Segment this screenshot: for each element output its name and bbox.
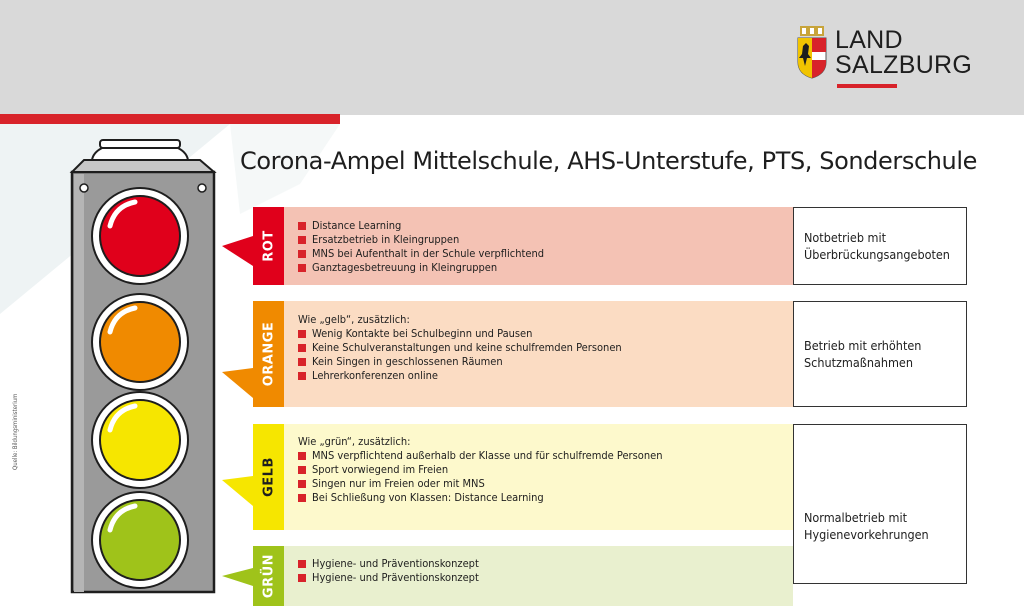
status-line-2: Überbrückungsangeboten [804, 247, 950, 262]
level-tab-red [253, 207, 284, 285]
level-label: GRÜN [261, 553, 276, 599]
level-row-red [253, 207, 793, 285]
list-item: Kein Singen in geschlossenen Räumen [298, 355, 793, 369]
status-box-yellow-green [793, 424, 967, 584]
list-item: Hygiene- und Präventionskonzept [298, 571, 793, 585]
orange-light [92, 294, 188, 390]
level-intro: Wie „grün“, zusätzlich: [298, 435, 411, 448]
list-item: Ersatzbetrieb in Kleingruppen [298, 233, 793, 247]
red-light [92, 188, 188, 284]
level-measures-yellow [284, 424, 793, 530]
status-line-2: Hygienevorkehrungen [804, 527, 929, 542]
list-item: Distance Learning [298, 219, 793, 233]
logo-underline [837, 84, 897, 88]
level-tab-yellow [253, 424, 284, 530]
list-item: Keine Schulveranstaltungen und keine schulfremden Personen [298, 341, 793, 355]
level-measures-orange [284, 301, 793, 407]
list-item: Lehrerkonferenzen online [298, 369, 793, 383]
status-box-orange [793, 301, 967, 407]
level-measures-green [284, 546, 793, 606]
traffic-light-illustration [0, 136, 230, 576]
status-line-1: Notbetrieb mit [804, 230, 887, 245]
status-line-2: Schutzmaßnahmen [804, 355, 913, 370]
list-item: Wenig Kontakte bei Schulbeginn und Pausen [298, 327, 793, 341]
page-title: Corona-Ampel Mittelschule, AHS-Unterstufe, PTS, Sonderschule [240, 147, 978, 175]
list-item: MNS bei Aufenthalt in der Schule verpflichtend [298, 247, 793, 261]
level-row-orange [253, 301, 793, 407]
source-credit: Quelle: Bildungsministerium [12, 393, 19, 470]
logo-line-1: LAND [835, 26, 903, 54]
level-label: ROT [261, 230, 276, 262]
logo-line-2: SALZBURG [835, 51, 973, 79]
yellow-light [92, 392, 188, 488]
status-line-1: Normalbetrieb mit [804, 510, 907, 525]
list-item: Hygiene- und Präventionskonzept [298, 557, 793, 571]
list-item: Singen nur im Freien oder mit MNS [298, 477, 793, 491]
land-salzburg-logo[interactable] [793, 26, 973, 92]
level-tab-green [253, 546, 284, 606]
level-measures-red [284, 207, 793, 285]
accent-red-bar [0, 114, 340, 124]
list-item: Ganztagesbetreuung in Kleingruppen [298, 261, 793, 275]
status-line-1: Betrieb mit erhöhten [804, 338, 922, 353]
logo-wordmark [835, 28, 972, 78]
level-row-green [253, 546, 793, 606]
green-light [92, 492, 188, 588]
level-label: GELB [261, 457, 276, 497]
level-intro: Wie „gelb“, zusätzlich: [298, 313, 410, 326]
level-row-yellow [253, 424, 793, 530]
status-box-red [793, 207, 967, 285]
level-tab-orange [253, 301, 284, 407]
list-item: MNS verpflichtend außerhalb der Klasse und für schulfremde Personen [298, 449, 793, 463]
list-item: Sport vorwiegend im Freien [298, 463, 793, 477]
level-label: ORANGE [261, 321, 276, 387]
salzburg-coat-of-arms-icon [795, 26, 829, 78]
list-item: Bei Schließung von Klassen: Distance Learning [298, 491, 793, 505]
